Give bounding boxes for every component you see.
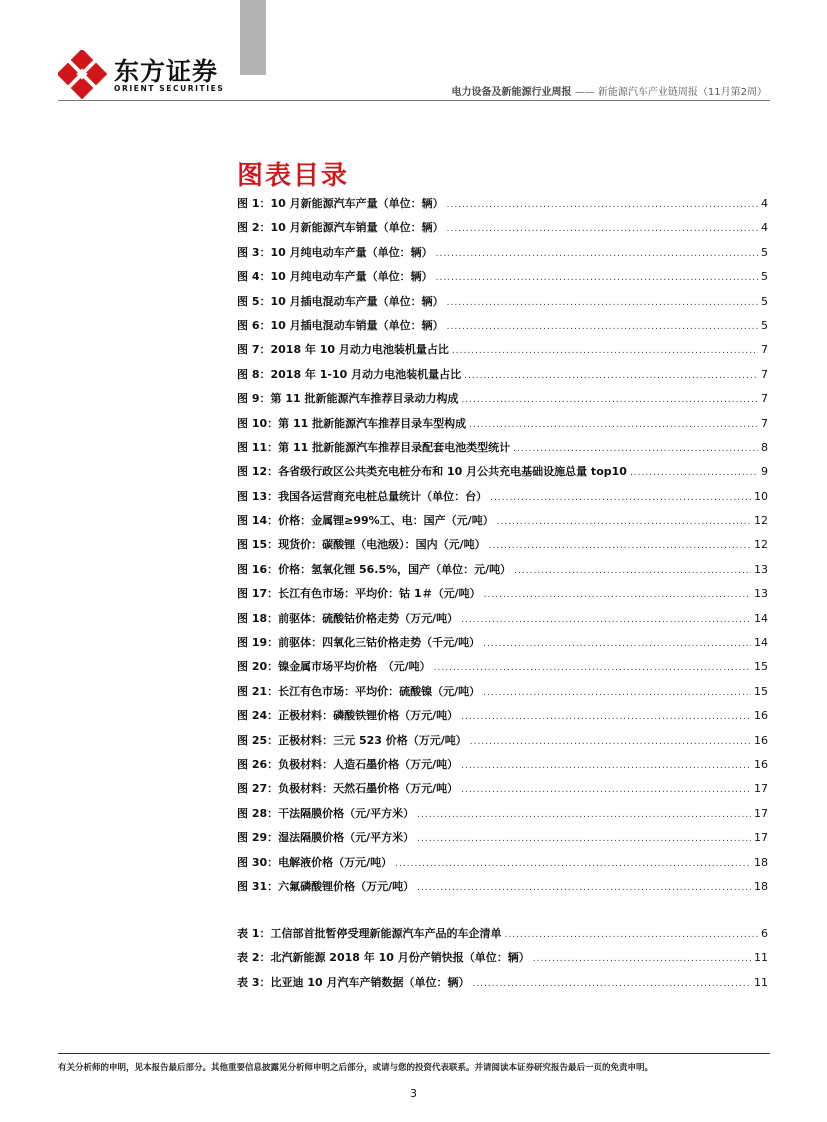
report-title: 新能源汽车产业链周报（11月第2周） [597, 87, 767, 98]
toc-entry-page: 18 [754, 855, 768, 869]
toc-entry[interactable] [237, 805, 768, 829]
toc-leader-dots [484, 590, 751, 600]
toc-leader-dots [447, 200, 758, 210]
toc-entry[interactable] [237, 415, 768, 439]
toc-entry-label: 图 13：我国各运营商充电桩总量统计（单位：台） [237, 489, 488, 503]
toc-leader-dots [461, 712, 751, 722]
toc-entry[interactable] [237, 439, 768, 463]
page-number: 3 [410, 1087, 417, 1100]
toc-leader-dots [461, 761, 751, 771]
toc-entry[interactable] [237, 341, 768, 365]
toc-entry[interactable] [237, 512, 768, 536]
toc-entry[interactable] [237, 293, 768, 317]
toc-entry[interactable] [237, 780, 768, 804]
toc-entry-page: 8 [761, 440, 768, 454]
toc-entry-page: 18 [754, 879, 768, 893]
toc-entry-label: 表 2：北汽新能源 2018 年 10 月份产销快报（单位：辆） [237, 951, 530, 965]
toc-leader-dots [417, 810, 751, 820]
toc-entry[interactable] [237, 561, 768, 585]
toc-entry-label: 图 31：六氟磷酸锂价格（万元/吨） [237, 879, 415, 893]
toc-entry-page: 7 [761, 416, 768, 430]
toc-leader-dots [513, 444, 758, 454]
toc-entry[interactable] [237, 707, 768, 731]
toc-leader-dots [436, 249, 758, 259]
report-category: 电力设备及新能源行业周报 [451, 87, 572, 98]
toc-entry-label: 图 18：前驱体：硫酸钴价格走势（万元/吨） [237, 611, 459, 625]
toc-entry-label: 图 6：10 月插电混动车销量（单位：辆） [237, 318, 444, 332]
toc-entry-label: 图 10：第 11 批新能源汽车推荐目录车型构成 [237, 416, 467, 430]
toc-entry-page: 17 [754, 806, 768, 820]
toc-entry[interactable] [237, 366, 768, 390]
toc-entry-label: 图 1：10 月新能源汽车产量（单位：辆） [237, 197, 444, 210]
toc-leader-dots [469, 420, 758, 430]
toc-entry[interactable] [237, 610, 768, 634]
toc-entry-page: 14 [754, 611, 768, 625]
toc-leader-dots [436, 273, 758, 283]
toc-leader-dots [490, 493, 751, 503]
toc-entry-label: 图 25：正极材料：三元 523 价格（万元/吨） [237, 733, 467, 747]
toc-entry[interactable] [237, 925, 768, 949]
toc-entry-page: 5 [761, 294, 768, 308]
toc-entry-page: 7 [761, 392, 768, 406]
toc-entry-label: 图 30：电解液价格（万元/吨） [237, 855, 393, 869]
toc-leader-dots [483, 639, 751, 649]
toc-entry-label: 图 16：价格：氢氧化锂 56.5%，国产（单位：元/吨） [237, 562, 512, 576]
toc-leader-dots [533, 954, 751, 964]
toc-entry-label: 图 19：前驱体：四氧化三钴价格走势（千元/吨） [237, 636, 481, 650]
toc-entry-label: 图 15：现货价：碳酸锂（电池级）：国内（元/吨） [237, 538, 486, 552]
toc-entry[interactable] [237, 878, 768, 902]
toc-entry[interactable] [237, 683, 768, 707]
toc-entry[interactable] [237, 390, 768, 414]
toc-entry-page: 14 [754, 636, 768, 650]
toc-entry[interactable] [237, 463, 768, 487]
toc-entry-page: 16 [754, 709, 768, 723]
toc-entry[interactable] [237, 219, 768, 243]
toc-leader-dots [434, 663, 751, 673]
toc-entry-page: 15 [754, 684, 768, 698]
header-rule [58, 100, 770, 101]
toc-entry-page: 17 [754, 782, 768, 796]
toc-entry-page: 11 [754, 975, 768, 989]
toc-entry-page: 7 [761, 343, 768, 357]
toc-leader-dots [447, 322, 758, 332]
toc-entry-label: 图 27：负极材料：天然石墨价格（万元/吨） [237, 782, 459, 796]
toc-entry-label: 图 20：镍金属市场平均价格 （元/吨） [237, 660, 431, 674]
toc-entry-label: 图 5：10 月插电混动车产量（单位：辆） [237, 294, 444, 308]
toc-leader-dots [461, 785, 751, 795]
toc-entry[interactable] [237, 317, 768, 341]
toc-entry-page: 5 [761, 245, 768, 259]
toc-leader-dots [514, 566, 751, 576]
toc-entry[interactable] [237, 634, 768, 658]
toc-entry-label: 图 12：各省级行政区公共类充电桩分布和 10 月公共充电基础设施总量 top10 [237, 465, 627, 479]
toc-entry[interactable] [237, 732, 768, 756]
toc-entry-label: 图 17：长江有色市场：平均价：钴 1＃（元/吨） [237, 587, 481, 601]
footer-rule [58, 1053, 770, 1054]
toc-entry-page: 11 [754, 951, 768, 965]
toc-entry-label: 图 2：10 月新能源汽车销量（单位：辆） [237, 221, 444, 235]
toc-leader-dots [447, 298, 758, 308]
toc-leader-dots [470, 737, 751, 747]
toc-entry[interactable] [237, 195, 768, 219]
toc-entry[interactable] [237, 488, 768, 512]
brand-name-en: ORIENT SECURITIES [114, 84, 225, 93]
toc-entry-page: 5 [761, 270, 768, 284]
toc-entry[interactable] [237, 829, 768, 853]
toc-entry-page: 17 [754, 831, 768, 845]
toc-entry-label: 图 11：第 11 批新能源汽车推荐目录配套电池类型统计 [237, 440, 511, 454]
toc-leader-dots [461, 615, 751, 625]
orient-securities-logo-icon [58, 50, 108, 100]
toc-entry[interactable] [237, 756, 768, 780]
toc-entry[interactable] [237, 268, 768, 292]
header-gray-band [240, 0, 266, 75]
toc-leader-dots [417, 834, 751, 844]
toc-entry-label: 图 14：价格：金属锂≥99%工、电：国产（元/吨） [237, 514, 494, 528]
toc-entry-page: 12 [754, 514, 768, 528]
toc-entry-page: 4 [761, 221, 768, 235]
toc-entry-label: 图 3：10 月纯电动车产量（单位：辆） [237, 245, 433, 259]
toc-entry-page: 16 [754, 757, 768, 771]
table-list [237, 925, 768, 998]
toc-entry-label: 图 8：2018 年 1-10 月动力电池装机量占比 [237, 367, 462, 381]
toc-leader-dots [417, 883, 751, 893]
toc-leader-dots [464, 371, 758, 381]
toc-entry-page: 9 [761, 465, 768, 479]
toc-entry-label: 图 28：干法隔膜价格（元/平方米） [237, 806, 415, 820]
toc-leader-dots [483, 688, 751, 698]
toc-entry-page: 6 [761, 927, 768, 940]
toc-entry[interactable] [237, 854, 768, 878]
toc-entry-label: 图 7：2018 年 10 月动力电池装机量占比 [237, 343, 449, 357]
toc-leader-dots [630, 468, 758, 478]
toc-entry[interactable] [237, 658, 768, 682]
figure-list [237, 195, 768, 902]
toc-leader-dots [504, 930, 758, 940]
toc-leader-dots [461, 395, 758, 405]
header-separator: —— [574, 87, 595, 98]
brand-name-cn: 东方证券 [114, 57, 219, 86]
toc-leader-dots [395, 859, 751, 869]
toc-entry-page: 12 [754, 538, 768, 552]
toc-entry-label: 图 4：10 月纯电动车产量（单位：辆） [237, 270, 433, 284]
toc-title: 图表目录 [237, 161, 350, 191]
toc-entry-label: 表 1：工信部首批暂停受理新能源汽车产品的车企清单 [237, 927, 502, 940]
toc-entry[interactable] [237, 536, 768, 560]
toc-entry-label: 图 9：第 11 批新能源汽车推荐目录动力构成 [237, 392, 459, 406]
toc-entry[interactable] [237, 949, 768, 973]
toc-leader-dots [472, 979, 751, 989]
toc-entry-page: 4 [761, 197, 768, 210]
toc-entry[interactable] [237, 974, 768, 998]
toc-entry-label: 图 21：长江有色市场：平均价：硫酸镍（元/吨） [237, 684, 481, 698]
toc-entry-label: 图 26：负极材料：人造石墨价格（万元/吨） [237, 757, 459, 771]
toc-leader-dots [447, 224, 758, 234]
toc-entry-page: 15 [754, 660, 768, 674]
disclaimer: 有关分析师的申明，见本报告最后部分。其他重要信息披露见分析师申明之后部分，或请与您的投资代表联系。并请阅读本证券研究报告最后一页的免责申明。 [58, 1063, 654, 1073]
report-header [452, 83, 767, 98]
toc-entry-label: 图 24：正极材料：磷酸铁锂价格（万元/吨） [237, 709, 459, 723]
toc-leader-dots [489, 541, 751, 551]
toc-entry-label: 表 3：比亚迪 10 月汽车产销数据（单位：辆） [237, 975, 470, 989]
toc-entry-page: 5 [761, 318, 768, 332]
toc-entry[interactable] [237, 585, 768, 609]
toc-leader-dots [452, 346, 758, 356]
toc-entry-page: 13 [754, 587, 768, 601]
toc-entry-page: 10 [754, 489, 768, 503]
toc-leader-dots [497, 517, 751, 527]
toc-entry-page: 13 [754, 562, 768, 576]
toc-entry[interactable] [237, 244, 768, 268]
toc-entry-page: 7 [761, 367, 768, 381]
toc-entry-page: 16 [754, 733, 768, 747]
toc-entry-label: 图 29：湿法隔膜价格（元/平方米） [237, 831, 415, 845]
